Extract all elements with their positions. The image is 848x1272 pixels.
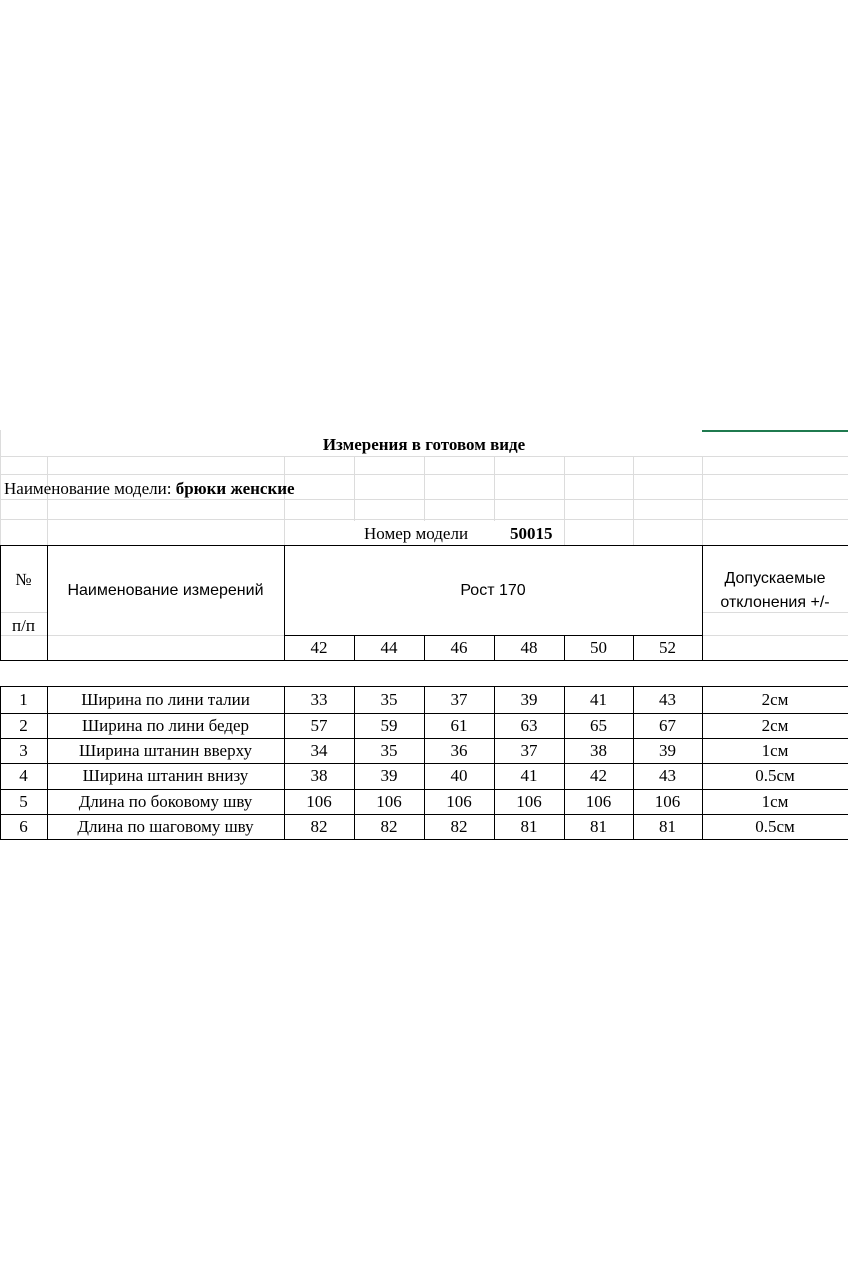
header-tolerance-line2: отклонения +/- xyxy=(720,594,830,611)
page-title: Измерения в готовом виде xyxy=(322,435,526,454)
row-value: 35 xyxy=(380,690,398,709)
row-number: 3 xyxy=(19,741,28,760)
row-value: 39 xyxy=(659,741,676,760)
row-value: 40 xyxy=(450,766,468,785)
grid-line xyxy=(47,456,48,546)
row-value: 82 xyxy=(380,817,398,836)
row-value: 81 xyxy=(520,817,538,836)
row-value: 34 xyxy=(310,741,328,760)
row-number: 4 xyxy=(19,766,28,785)
grid-line xyxy=(424,456,425,521)
row-value: 33 xyxy=(310,690,328,709)
size-header-cell: 44 xyxy=(380,638,398,657)
model-number-value: 50015 xyxy=(510,524,553,543)
row-value: 59 xyxy=(380,716,398,735)
grid-line xyxy=(354,456,355,521)
row-value: 39 xyxy=(520,690,538,709)
table-border xyxy=(0,545,1,660)
row-value: 41 xyxy=(520,766,538,785)
header-num-label: п/п xyxy=(12,616,35,635)
size-header-cell: 50 xyxy=(590,638,607,657)
row-value: 36 xyxy=(450,741,468,760)
row-value: 63 xyxy=(520,716,538,735)
size-header-cell: 52 xyxy=(659,638,676,657)
row-value: 42 xyxy=(590,766,607,785)
table-border xyxy=(0,545,848,546)
model-name xyxy=(4,479,295,499)
row-tolerance: 0.5см xyxy=(755,817,795,836)
row-value: 57 xyxy=(310,716,328,735)
row-number: 6 xyxy=(19,817,28,836)
row-value: 39 xyxy=(380,766,398,785)
model-name-label: Наименование модели: xyxy=(4,479,172,498)
row-tolerance: 2см xyxy=(761,690,789,709)
row-value: 35 xyxy=(380,741,398,760)
model-name-value: брюки женские xyxy=(175,479,295,498)
row-tolerance: 1см xyxy=(761,741,789,760)
row-value: 81 xyxy=(659,817,676,836)
row-value: 37 xyxy=(450,690,468,709)
row-tolerance: 1см xyxy=(761,792,789,811)
row-value: 38 xyxy=(310,766,328,785)
row-value: 106 xyxy=(516,792,542,811)
header-tolerance-line1: Допускаемые xyxy=(724,570,826,587)
header-measure-name: Наименование измерений xyxy=(67,582,264,599)
measurement-table xyxy=(0,430,848,842)
row-value: 106 xyxy=(446,792,472,811)
row-value: 106 xyxy=(376,792,402,811)
table-border xyxy=(47,545,48,660)
table-border xyxy=(284,635,702,636)
table-border xyxy=(0,660,848,661)
row-value: 81 xyxy=(590,817,607,836)
header-height: Рост 170 xyxy=(460,582,526,599)
grid-line xyxy=(633,456,634,546)
row-value: 61 xyxy=(450,716,468,735)
grid-line xyxy=(564,456,565,546)
row-measure-name: Ширина по лини талии xyxy=(81,690,250,709)
row-measure-name: Длина по шаговому шву xyxy=(77,817,254,836)
row-number: 1 xyxy=(19,690,28,709)
row-number: 2 xyxy=(19,716,28,735)
row-value: 106 xyxy=(654,792,681,811)
grid-line xyxy=(284,456,285,546)
row-measure-name: Ширина штанин вверху xyxy=(79,741,252,760)
row-value: 38 xyxy=(590,741,607,760)
row-value: 82 xyxy=(450,817,468,836)
row-tolerance: 2см xyxy=(761,716,789,735)
header-num-symbol: № xyxy=(15,570,32,589)
row-value: 106 xyxy=(585,792,612,811)
row-value: 67 xyxy=(659,716,676,735)
row-measure-name: Ширина по лини бедер xyxy=(81,716,250,735)
grid-line xyxy=(702,456,703,546)
row-value: 43 xyxy=(659,690,676,709)
row-value: 37 xyxy=(520,741,538,760)
size-header-cell: 42 xyxy=(310,638,328,657)
row-value: 82 xyxy=(310,817,328,836)
grid-line xyxy=(494,456,495,521)
row-value: 106 xyxy=(306,792,332,811)
row-tolerance: 0.5см xyxy=(755,766,795,785)
row-value: 65 xyxy=(590,716,607,735)
size-header-cell: 46 xyxy=(450,638,468,657)
row-value: 43 xyxy=(659,766,676,785)
row-number: 5 xyxy=(19,792,28,811)
row-measure-name: Ширина штанин внизу xyxy=(82,766,249,785)
model-number-label: Номер модели xyxy=(364,524,469,543)
grid-line xyxy=(0,612,47,613)
row-value: 41 xyxy=(590,690,607,709)
row-measure-name: Длина по боковому шву xyxy=(78,792,253,811)
size-header-cell: 48 xyxy=(520,638,538,657)
